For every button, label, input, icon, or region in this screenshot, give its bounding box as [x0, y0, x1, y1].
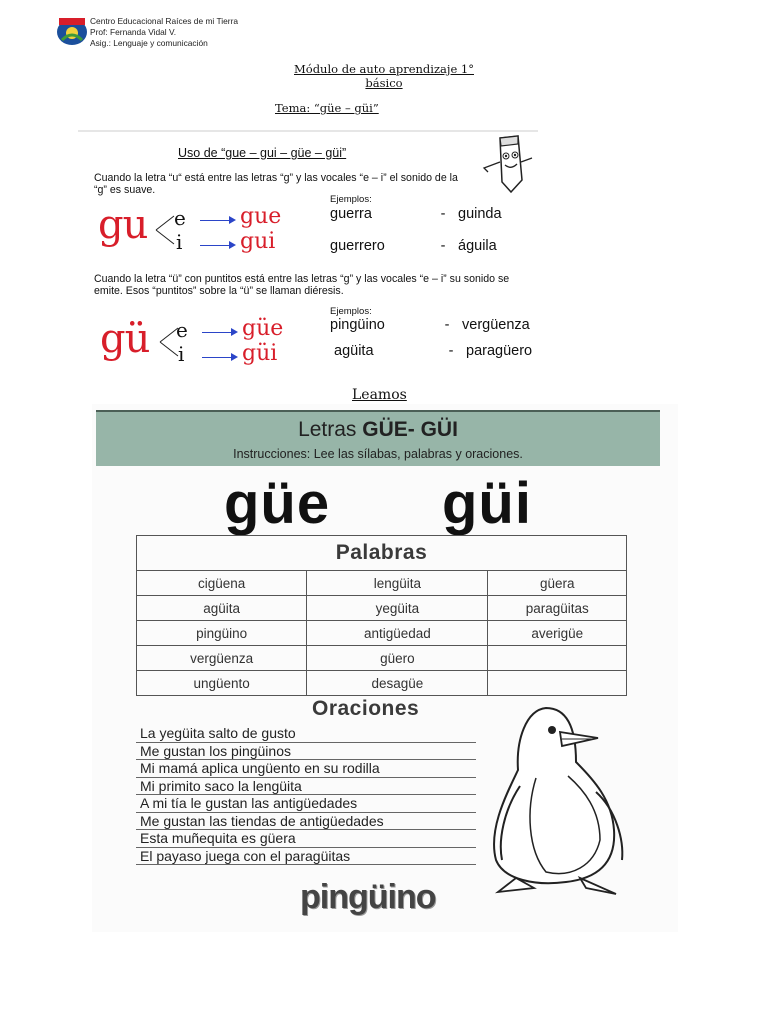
lesson-title: Uso de “gue – gui – güe – güi” [178, 146, 347, 160]
example-row [330, 206, 502, 222]
list-item: La yegüita salto de gusto [136, 725, 476, 743]
word-cell: agüita [137, 596, 307, 621]
result-gue: gue [240, 204, 282, 229]
result-guee: güe [242, 316, 284, 341]
topic-title: Tema: “güe – güi” [275, 101, 379, 115]
arrow-icon [200, 245, 234, 246]
example-word: guinda [458, 206, 502, 222]
lesson-panel [78, 130, 538, 380]
word-cell: lengüita [307, 571, 488, 596]
worksheet-title-bold: GÜE- GÜI [362, 418, 458, 441]
table-row [137, 596, 627, 621]
examples-label: Ejemplos: [330, 194, 372, 205]
word-cell: güera [488, 571, 627, 596]
gu-letters: gu [98, 202, 148, 248]
word-cell: güero [307, 646, 488, 671]
worksheet-title-prefix: Letras [298, 418, 363, 441]
word-cell: vergüenza [137, 646, 307, 671]
subject-name: Asig.: Lenguaje y comunicación [90, 38, 208, 48]
arrow-icon [202, 357, 236, 358]
sentences-list [136, 725, 476, 865]
example-word: vergüenza [462, 317, 530, 333]
school-header [56, 14, 296, 50]
teacher-name: Prof: Fernanda Vidal V. [90, 27, 177, 37]
rule-paragraph-1: Cuando la letra “u“ está entre las letras “g” y las vocales “e – i” el sonido de la “g” es suave. [94, 172, 458, 196]
word-cell: yegüita [307, 596, 488, 621]
arrow-icon [200, 220, 234, 221]
dash: - [448, 343, 454, 359]
module-title-line2: básico [365, 76, 403, 90]
example-row [330, 238, 497, 254]
list-item: Mi primito saco la lengüita [136, 778, 476, 796]
module-title [0, 62, 768, 90]
word-cell [488, 646, 627, 671]
example-row [334, 343, 532, 359]
example-word: pingüino [330, 317, 385, 333]
word-cell: ungüento [137, 671, 307, 696]
example-word: paragüero [466, 343, 533, 359]
example-word: guerra [330, 206, 372, 222]
big-syllable-gue: güe [224, 471, 331, 536]
table-row [137, 671, 627, 696]
big-syllable-gui: güi [442, 471, 532, 536]
word-cell: cigüena [137, 571, 307, 596]
divider [78, 130, 538, 132]
arrow-icon [202, 332, 236, 333]
vowel-i: i [178, 342, 185, 366]
vowel-e: e [176, 318, 188, 342]
list-item: Me gustan las tiendas de antigüedades [136, 813, 476, 831]
word-cell: pingüino [137, 621, 307, 646]
word-cell: antigüedad [307, 621, 488, 646]
words-table-heading: Palabras [137, 536, 627, 571]
result-guii: güi [242, 341, 278, 366]
example-word: guerrero [330, 238, 385, 254]
module-title-line1: Módulo de auto aprendizaje 1° [294, 62, 474, 76]
worksheet [92, 404, 678, 932]
worksheet-title [96, 418, 660, 442]
school-logo [56, 16, 88, 46]
sentences-heading: Oraciones [312, 697, 420, 720]
table-row [137, 621, 627, 646]
table-row [137, 571, 627, 596]
word-cell [488, 671, 627, 696]
list-item: Mi mamá aplica ungüento en su rodilla [136, 760, 476, 778]
vowel-i: i [176, 230, 183, 254]
examples-label: Ejemplos: [330, 306, 372, 317]
list-item: Esta muñequita es güera [136, 830, 476, 848]
list-item: Me gustan los pingüinos [136, 743, 476, 761]
dash: - [440, 206, 446, 222]
list-item: A mi tía le gustan las antigüedades [136, 795, 476, 813]
gu-dieresis-letters: gü [100, 316, 150, 362]
leamos-heading: Leamos [352, 387, 407, 403]
result-gui: gui [240, 229, 276, 254]
example-row [330, 317, 530, 333]
rule-paragraph-2: Cuando la letra “ü” con puntitos está entre las letras “g” y las vocales “e – i” su sonido se emite. Esos “puntitos” sobre la “ü” se llaman diéresis. [94, 273, 510, 297]
words-table [136, 535, 627, 696]
penguin-illustration-icon [476, 700, 636, 900]
school-name: Centro Educacional Raíces de mi Tierra [90, 16, 239, 26]
dash: - [444, 317, 450, 333]
vowel-e: e [174, 206, 186, 230]
pencil-mascot-icon [478, 132, 536, 194]
example-word: agüita [334, 343, 374, 359]
word-cell: paragüitas [488, 596, 627, 621]
worksheet-instructions: Instrucciones: Lee las sílabas, palabras y oraciones. [233, 447, 523, 461]
dash: - [440, 238, 446, 254]
word-cell: averigüe [488, 621, 627, 646]
list-item: El payaso juega con el paragüitas [136, 848, 476, 866]
example-word: águila [458, 238, 497, 254]
table-row [137, 646, 627, 671]
worksheet-header-band [96, 410, 660, 466]
penguin-word: pingüino [300, 878, 436, 916]
word-cell: desagüe [307, 671, 488, 696]
